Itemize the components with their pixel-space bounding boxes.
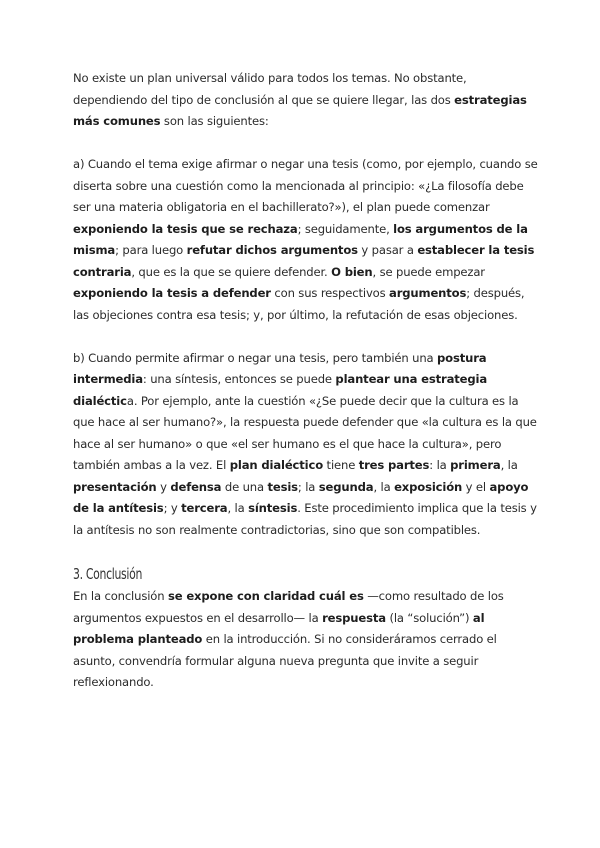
text-run: con sus respectivos <box>270 286 390 300</box>
text-run: . Este procedimiento implica que la tesis y la antítesis no son realmente contradictorias, sino que son compatibles. <box>73 501 537 537</box>
text-run: y el <box>462 479 490 494</box>
text-run: (la “solución”) <box>385 610 473 625</box>
bold-text: al problema planteado <box>73 610 485 646</box>
text-run: , la <box>227 501 249 515</box>
bold-text: tercera <box>181 501 228 515</box>
conclusion-paragraph <box>73 586 541 694</box>
bold-text: segunda <box>318 479 374 494</box>
text-run: En la conclusión <box>73 589 168 603</box>
bold-text: primera <box>450 458 501 472</box>
text-run: : la <box>429 458 451 472</box>
bold-text: exponiendo la tesis que se rechaza <box>73 221 298 236</box>
text-run: ; la <box>297 479 319 494</box>
bold-text: argumentos <box>389 286 467 300</box>
bold-text: tres partes <box>358 458 430 472</box>
bold-text: defensa <box>170 479 222 494</box>
text-run: y <box>156 479 171 494</box>
bold-text: exponiendo la tesis a defender <box>73 286 271 300</box>
text-run: b) Cuando permite afirmar o negar una tesis, pero también una <box>73 350 438 365</box>
document-body <box>73 68 541 694</box>
bold-text: exposición <box>394 479 463 494</box>
text-run: , la <box>500 458 518 472</box>
text-run: ; después, las objeciones contra esa tesis; y, por último, la refutación de esas objeciones. <box>73 286 525 322</box>
bold-text: síntesis <box>248 501 298 515</box>
bold-text: establecer la tesis contraria <box>73 243 535 279</box>
bold-text: tesis <box>267 479 298 494</box>
bold-text: plantear una estrategia dialéctic <box>73 372 488 408</box>
bold-text: estrategias más comunes <box>73 92 527 128</box>
text-run: , se puede empezar <box>372 264 485 279</box>
bold-text: postura intermedia <box>73 350 487 386</box>
bold-text: refutar dichos argumentos <box>186 243 358 257</box>
bold-text: respuesta <box>322 610 386 625</box>
bold-text: O bien <box>331 264 373 279</box>
text-run: , que es la que se quiere defender. <box>131 264 332 279</box>
bold-text: apoyo de la antítesis <box>73 479 529 515</box>
text-run: en la introducción. Si no consideráramos cerrado el asunto, convendría formular alguna nueva pregunta que invite a seguir reflexionando. <box>73 632 497 689</box>
text-run: No existe un plan universal válido para todos los temas. No obstante, dependiendo del tipo de conclusión al que se quiere llegar, las dos <box>73 71 467 107</box>
text-run: ; seguidamente, <box>297 221 394 236</box>
text-run: : una síntesis, entonces se puede <box>142 372 336 386</box>
text-run: a) Cuando el tema exige afirmar o negar una tesis (como, por ejemplo, cuando se diserta sobre una cuestión como la mencionada al principio: «¿La filosofía debe ser una materia obligatoria en el bachillerato?»), el plan puede comenzar <box>73 157 538 214</box>
text-run: ; y <box>163 501 182 515</box>
text-run: , la <box>373 479 395 494</box>
text-run: de una <box>221 479 268 494</box>
option-a-paragraph <box>73 154 541 326</box>
option-b-paragraph <box>73 348 541 542</box>
text-run: tiene <box>323 458 359 472</box>
bold-text: presentación <box>73 479 157 494</box>
text-run: son las siguientes: <box>160 114 269 128</box>
text-run: —como resultado de los argumentos expuestos en el desarrollo— la <box>73 589 504 625</box>
bold-text: los argumentos de la misma <box>73 221 528 257</box>
section-heading-conclusion: 3. Conclusión <box>73 565 143 583</box>
text-run: ; para luego <box>115 243 187 257</box>
text-run: a. Por ejemplo, ante la cuestión «¿Se puede decir que la cultura es la que hace al ser humano?», la respuesta puede defender que «la cultura es la que hace al ser humano» o que «el ser humano es el que hace la cultura», pero también ambas a la vez. El <box>73 393 537 472</box>
text-run: y pasar a <box>357 243 418 257</box>
intro-paragraph <box>73 68 541 133</box>
bold-text: plan dialéctico <box>229 458 324 472</box>
bold-text: se expone con claridad cuál es <box>167 589 364 603</box>
